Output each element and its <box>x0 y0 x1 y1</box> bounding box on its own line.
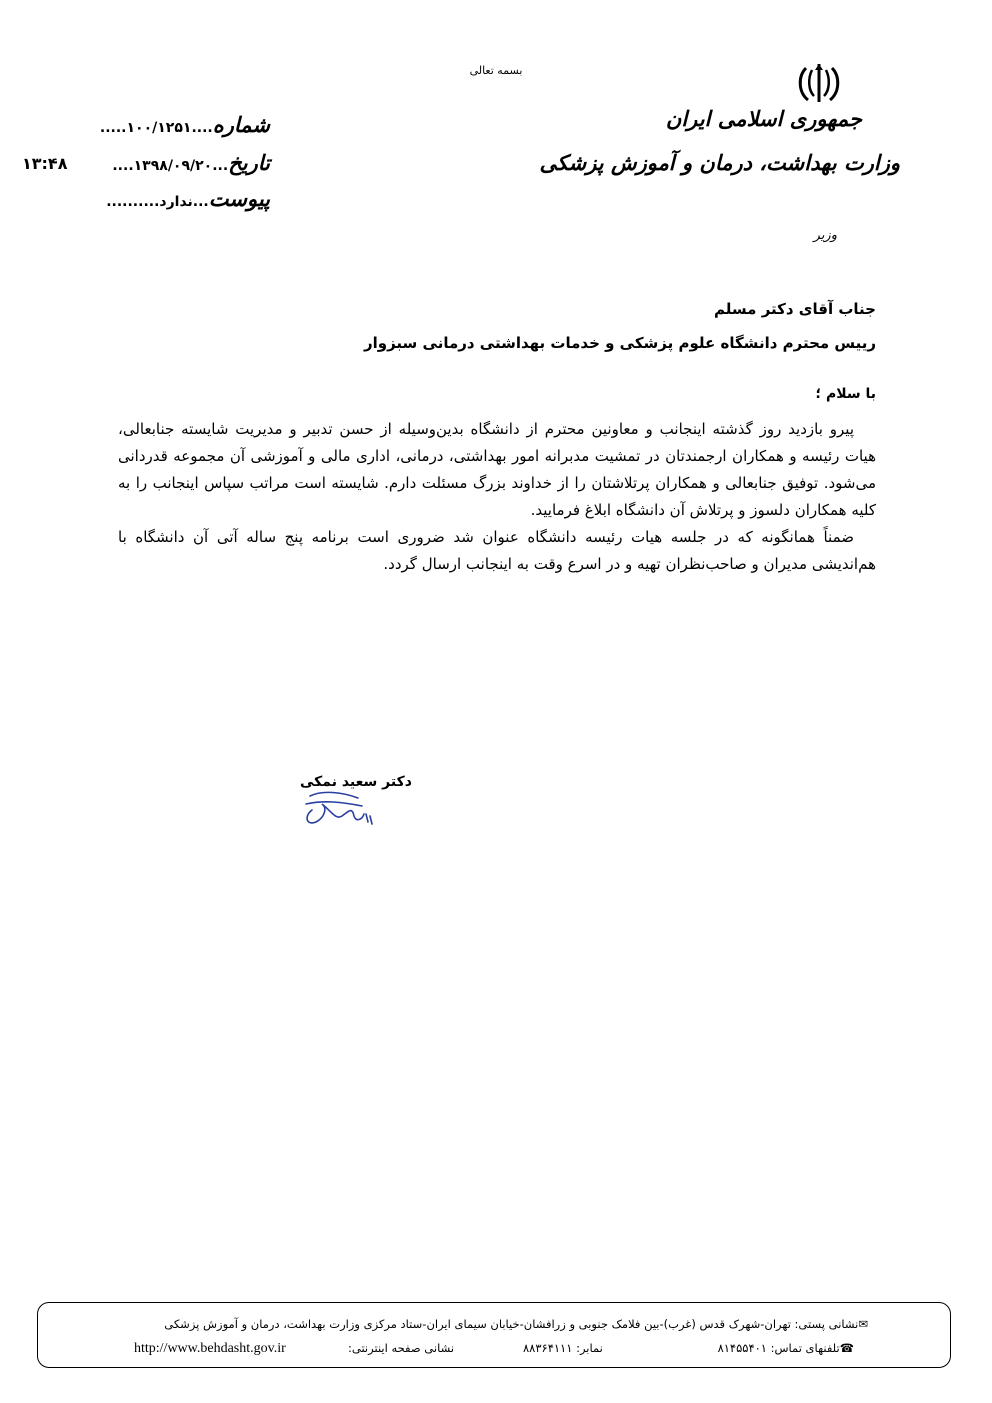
ministry-name: وزارت بهداشت، درمان و آموزش پزشکی <box>539 150 900 175</box>
footer-contacts <box>38 1341 950 1361</box>
footer-phone: ☎تلفنهای تماس: ۸۱۴۵۵۴۰۱ <box>717 1341 854 1355</box>
time-stamp: ۱۳:۴۸ <box>22 154 68 173</box>
recipient-name: جناب آقای دکتر مسلم <box>714 300 876 318</box>
letter-date <box>100 150 270 175</box>
recipient-title: رییس محترم دانشگاه علوم پزشکی و خدمات بهداشتی درمانی سبزوار <box>363 334 876 352</box>
country-name: جمهوری اسلامی ایران <box>665 106 862 131</box>
date-value: ...۱۳۹۸/۰۹/۲۰.... <box>112 158 229 174</box>
body-paragraph: ضمناً همانگونه که در جلسه هیات رئیسه دانشگاه عنوان شد ضروری است برنامه پنج ساله آتی آن دانشگاه با هم‌اندیشی مدیران و صاحب‌نظران تهیه و در اسرع وقت به اینجانب ارسال گردد. <box>118 528 876 573</box>
footer-fax: نمابر: ۸۸۳۶۴۱۱۱ <box>523 1341 603 1355</box>
attachment-value: ...ندارد.......... <box>106 194 209 210</box>
letter-attachment <box>100 186 270 211</box>
letter-number <box>100 112 270 137</box>
body-paragraph: پیرو بازدید روز گذشته اینجانب و معاونین محترم از دانشگاه بدین‌وسیله از حسن تدبیر و مدیریت شایسته جنابعالی، هیات رئیسه و همکاران ارجمندتان در تمشیت مدبرانه امور بهداشتی، درمانی، اداری مالی و آموزشی آن مجموعه قدردانی می‌شود. توفیق جنابعالی و همکاران پرتلاشتان را از خداوند بزرگ مسئلت دارم. شایسته است مراتب سپاس اینجانب را به کلیه همکاران دلسوز و پرتلاش آن دانشگاه ابلاغ فرمایید. <box>118 420 876 519</box>
footer-website-label: نشانی صفحه اینترنتی: <box>348 1341 455 1355</box>
number-label: شماره <box>212 112 270 137</box>
attachment-label: پیوست <box>208 186 270 211</box>
greeting: با سلام ؛ <box>815 386 876 402</box>
office-label: وزیر <box>813 228 837 243</box>
recipient-block <box>364 292 876 360</box>
signer-name: دکتر سعید نمکی <box>300 774 412 790</box>
signature-icon <box>302 786 376 828</box>
number-value: ....۱۰۰/۱۲۵۱..... <box>99 120 213 136</box>
letter-body <box>118 416 876 578</box>
footer-address: ✉نشانی پستی: تهران-شهرک قدس (غرب)-بین فلامک جنوبی و زرافشان-خیابان سیمای ایران-ستاد مرکزی وزارت بهداشت، درمان و آموزش پزشکی <box>164 1317 868 1331</box>
footer-box <box>37 1302 951 1368</box>
invocation: بسمه تعالی <box>469 64 523 77</box>
emblem-icon <box>796 62 842 106</box>
date-label: تاریخ <box>228 150 270 175</box>
footer-website-link[interactable]: http://www.behdasht.gov.ir <box>134 1341 286 1356</box>
